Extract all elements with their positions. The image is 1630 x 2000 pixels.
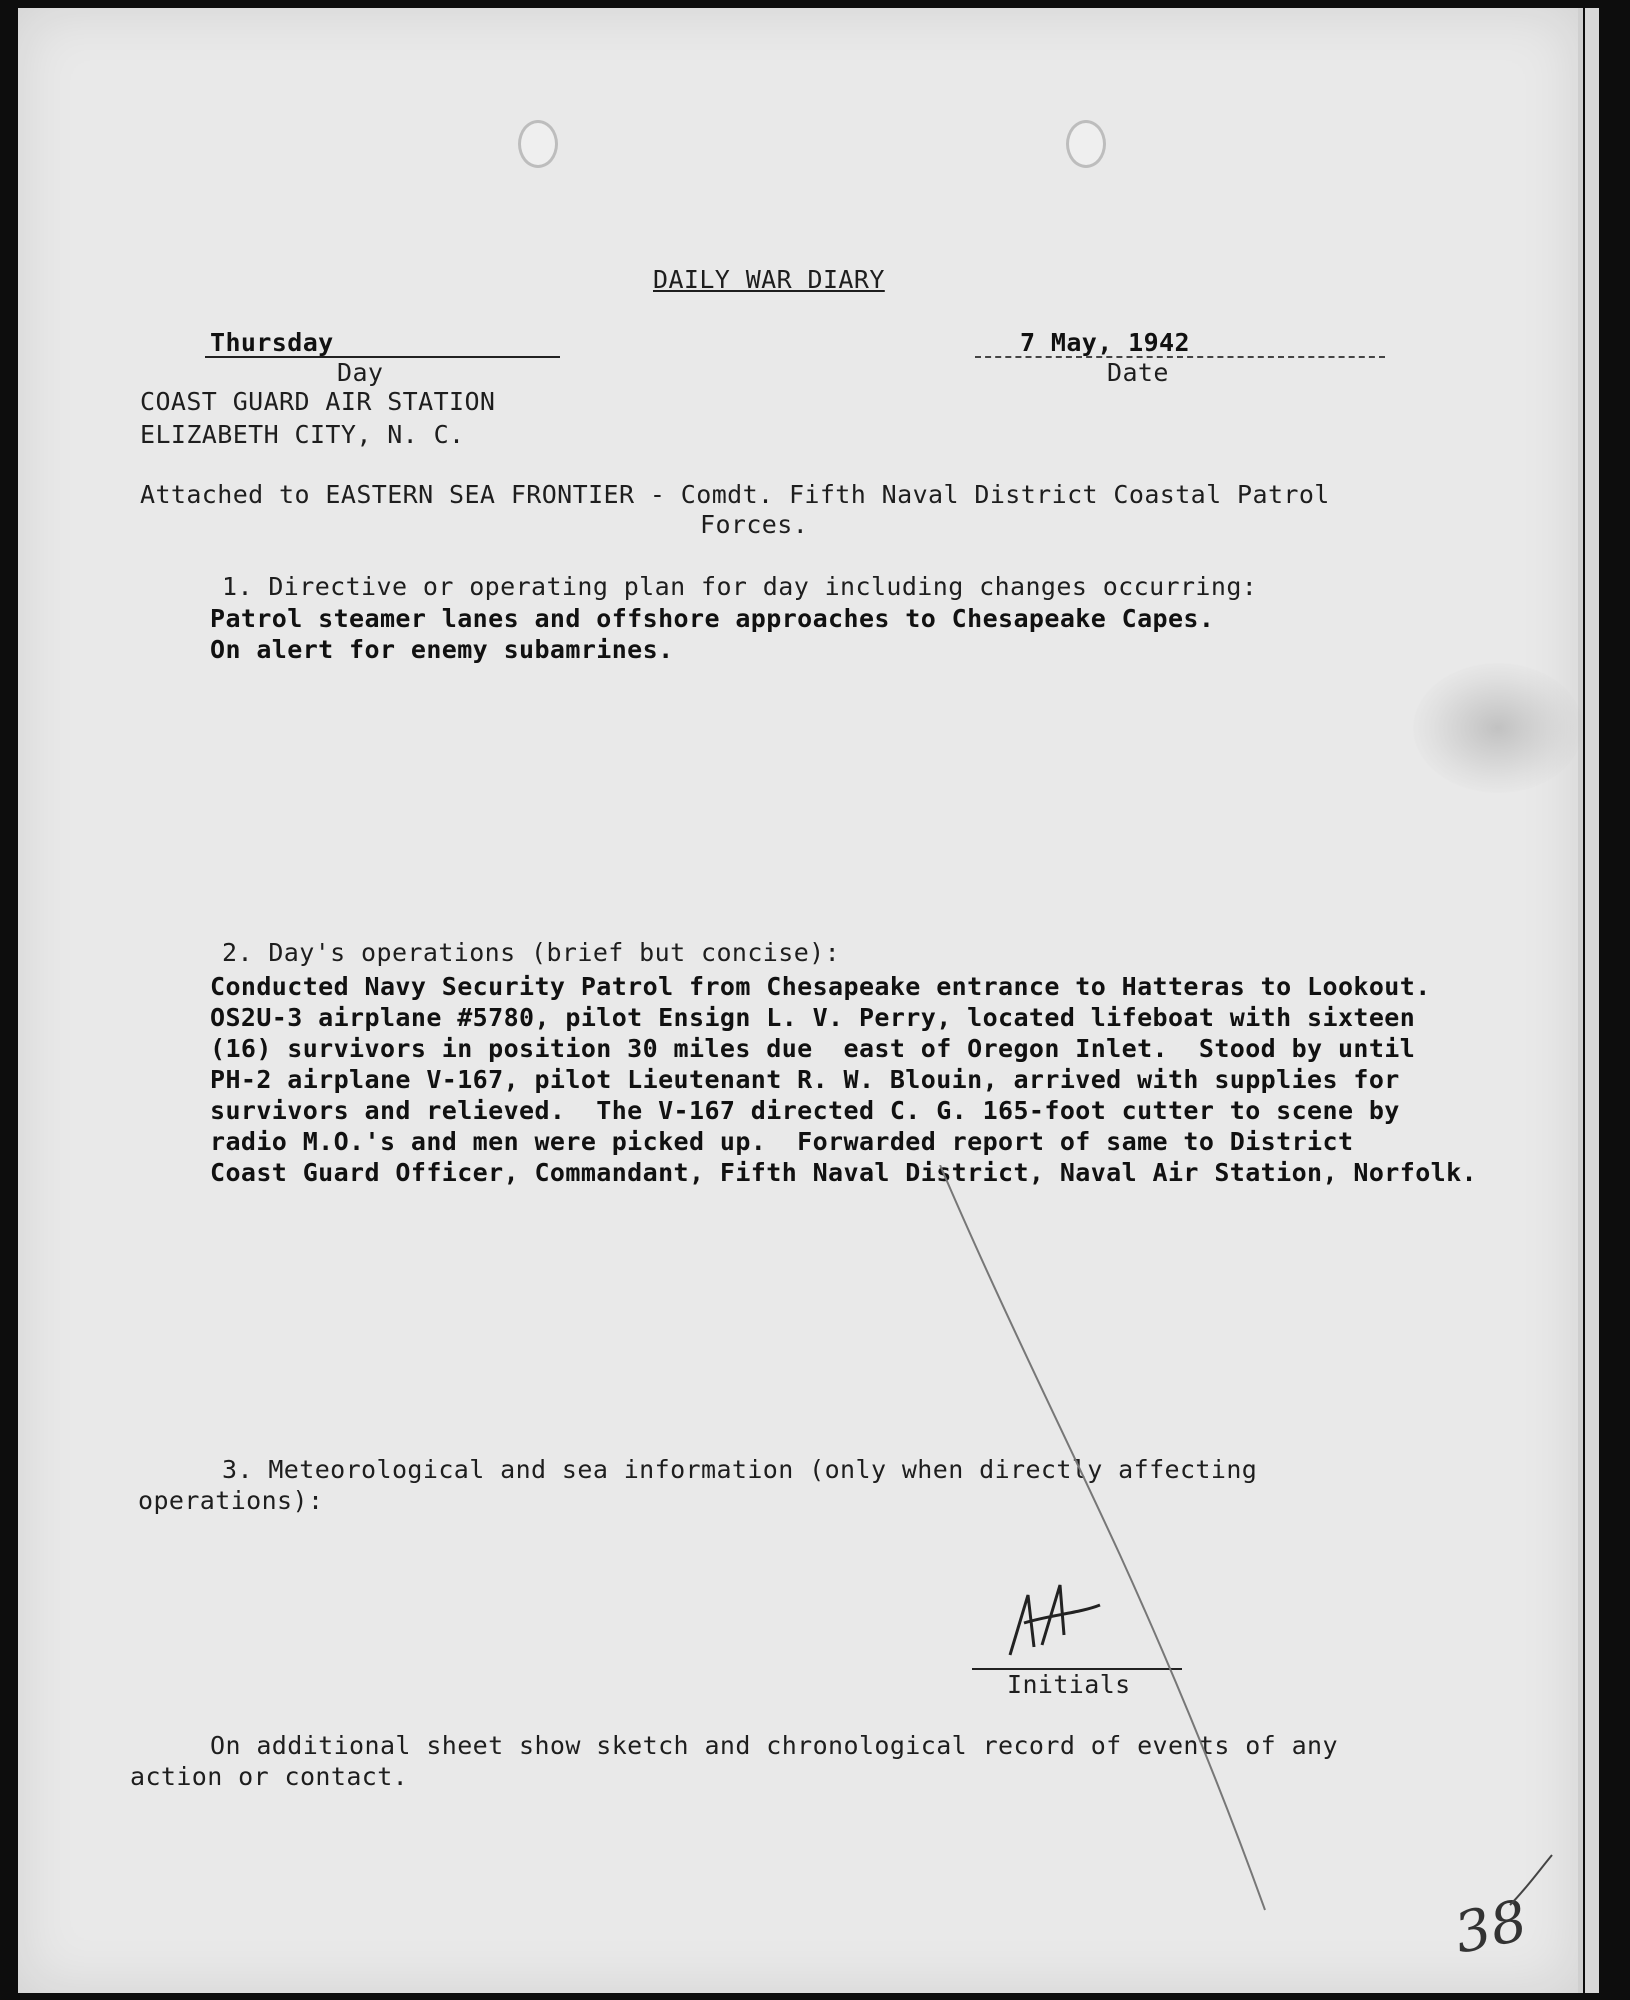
section-2-heading: 2. Day's operations (brief but concise):: [222, 938, 841, 967]
date-value: 7 May, 1942: [1020, 328, 1190, 357]
station-location: ELIZABETH CITY, N. C.: [140, 420, 465, 449]
section-2-line: PH-2 airplane V-167, pilot Lieutenant R. W. Blouin, arrived with supplies for: [210, 1065, 1400, 1094]
section-2-line: OS2U-3 airplane #5780, pilot Ensign L. V. Perry, located lifeboat with sixteen: [210, 1003, 1416, 1032]
page-number: 38: [1449, 1888, 1534, 1967]
page-edge: [1585, 8, 1599, 1993]
section-2-line: Coast Guard Officer, Commandant, Fifth Naval District, Naval Air Station, Norfolk.: [210, 1158, 1478, 1187]
section-2-line: Conducted Navy Security Patrol from Chesapeake entrance to Hatteras to Lookout.: [210, 972, 1431, 1001]
station-name: COAST GUARD AIR STATION: [140, 387, 496, 416]
punch-hole-left: [518, 120, 558, 168]
section-1-line: On alert for enemy subamrines.: [210, 635, 674, 664]
punch-hole-right: [1066, 120, 1106, 168]
day-value: Thursday: [210, 328, 334, 357]
date-caption: Date: [1107, 358, 1169, 387]
section-3-heading: 3. Meteorological and sea information (only when directly affecting: [222, 1455, 1258, 1484]
section-2-line: survivors and relieved. The V-167 directed C. G. 165-foot cutter to scene by: [210, 1096, 1400, 1125]
section-1-line: Patrol steamer lanes and offshore approaches to Chesapeake Capes.: [210, 604, 1215, 633]
section-2-line: radio M.O.'s and men were picked up. Forwarded report of same to District: [210, 1127, 1354, 1156]
attached-line: Attached to EASTERN SEA FRONTIER - Comdt. Fifth Naval District Coastal Patrol: [140, 480, 1330, 509]
footer-instruction: On additional sheet show sketch and chronological record of events of any: [210, 1731, 1338, 1760]
date-underline: [975, 356, 1385, 358]
attached-line-continued: Forces.: [700, 510, 809, 539]
initials-caption: Initials: [1007, 1670, 1131, 1699]
footer-instruction-continued: action or contact.: [130, 1762, 409, 1791]
document-title: DAILY WAR DIARY: [653, 265, 885, 294]
day-caption: Day: [337, 358, 384, 387]
ink-smudge: [1413, 663, 1583, 793]
section-2-line: (16) survivors in position 30 miles due east of Oregon Inlet. Stood by until: [210, 1034, 1416, 1063]
section-3-heading-continued: operations):: [138, 1486, 324, 1515]
section-1-heading: 1. Directive or operating plan for day including changes occurring:: [222, 572, 1258, 601]
